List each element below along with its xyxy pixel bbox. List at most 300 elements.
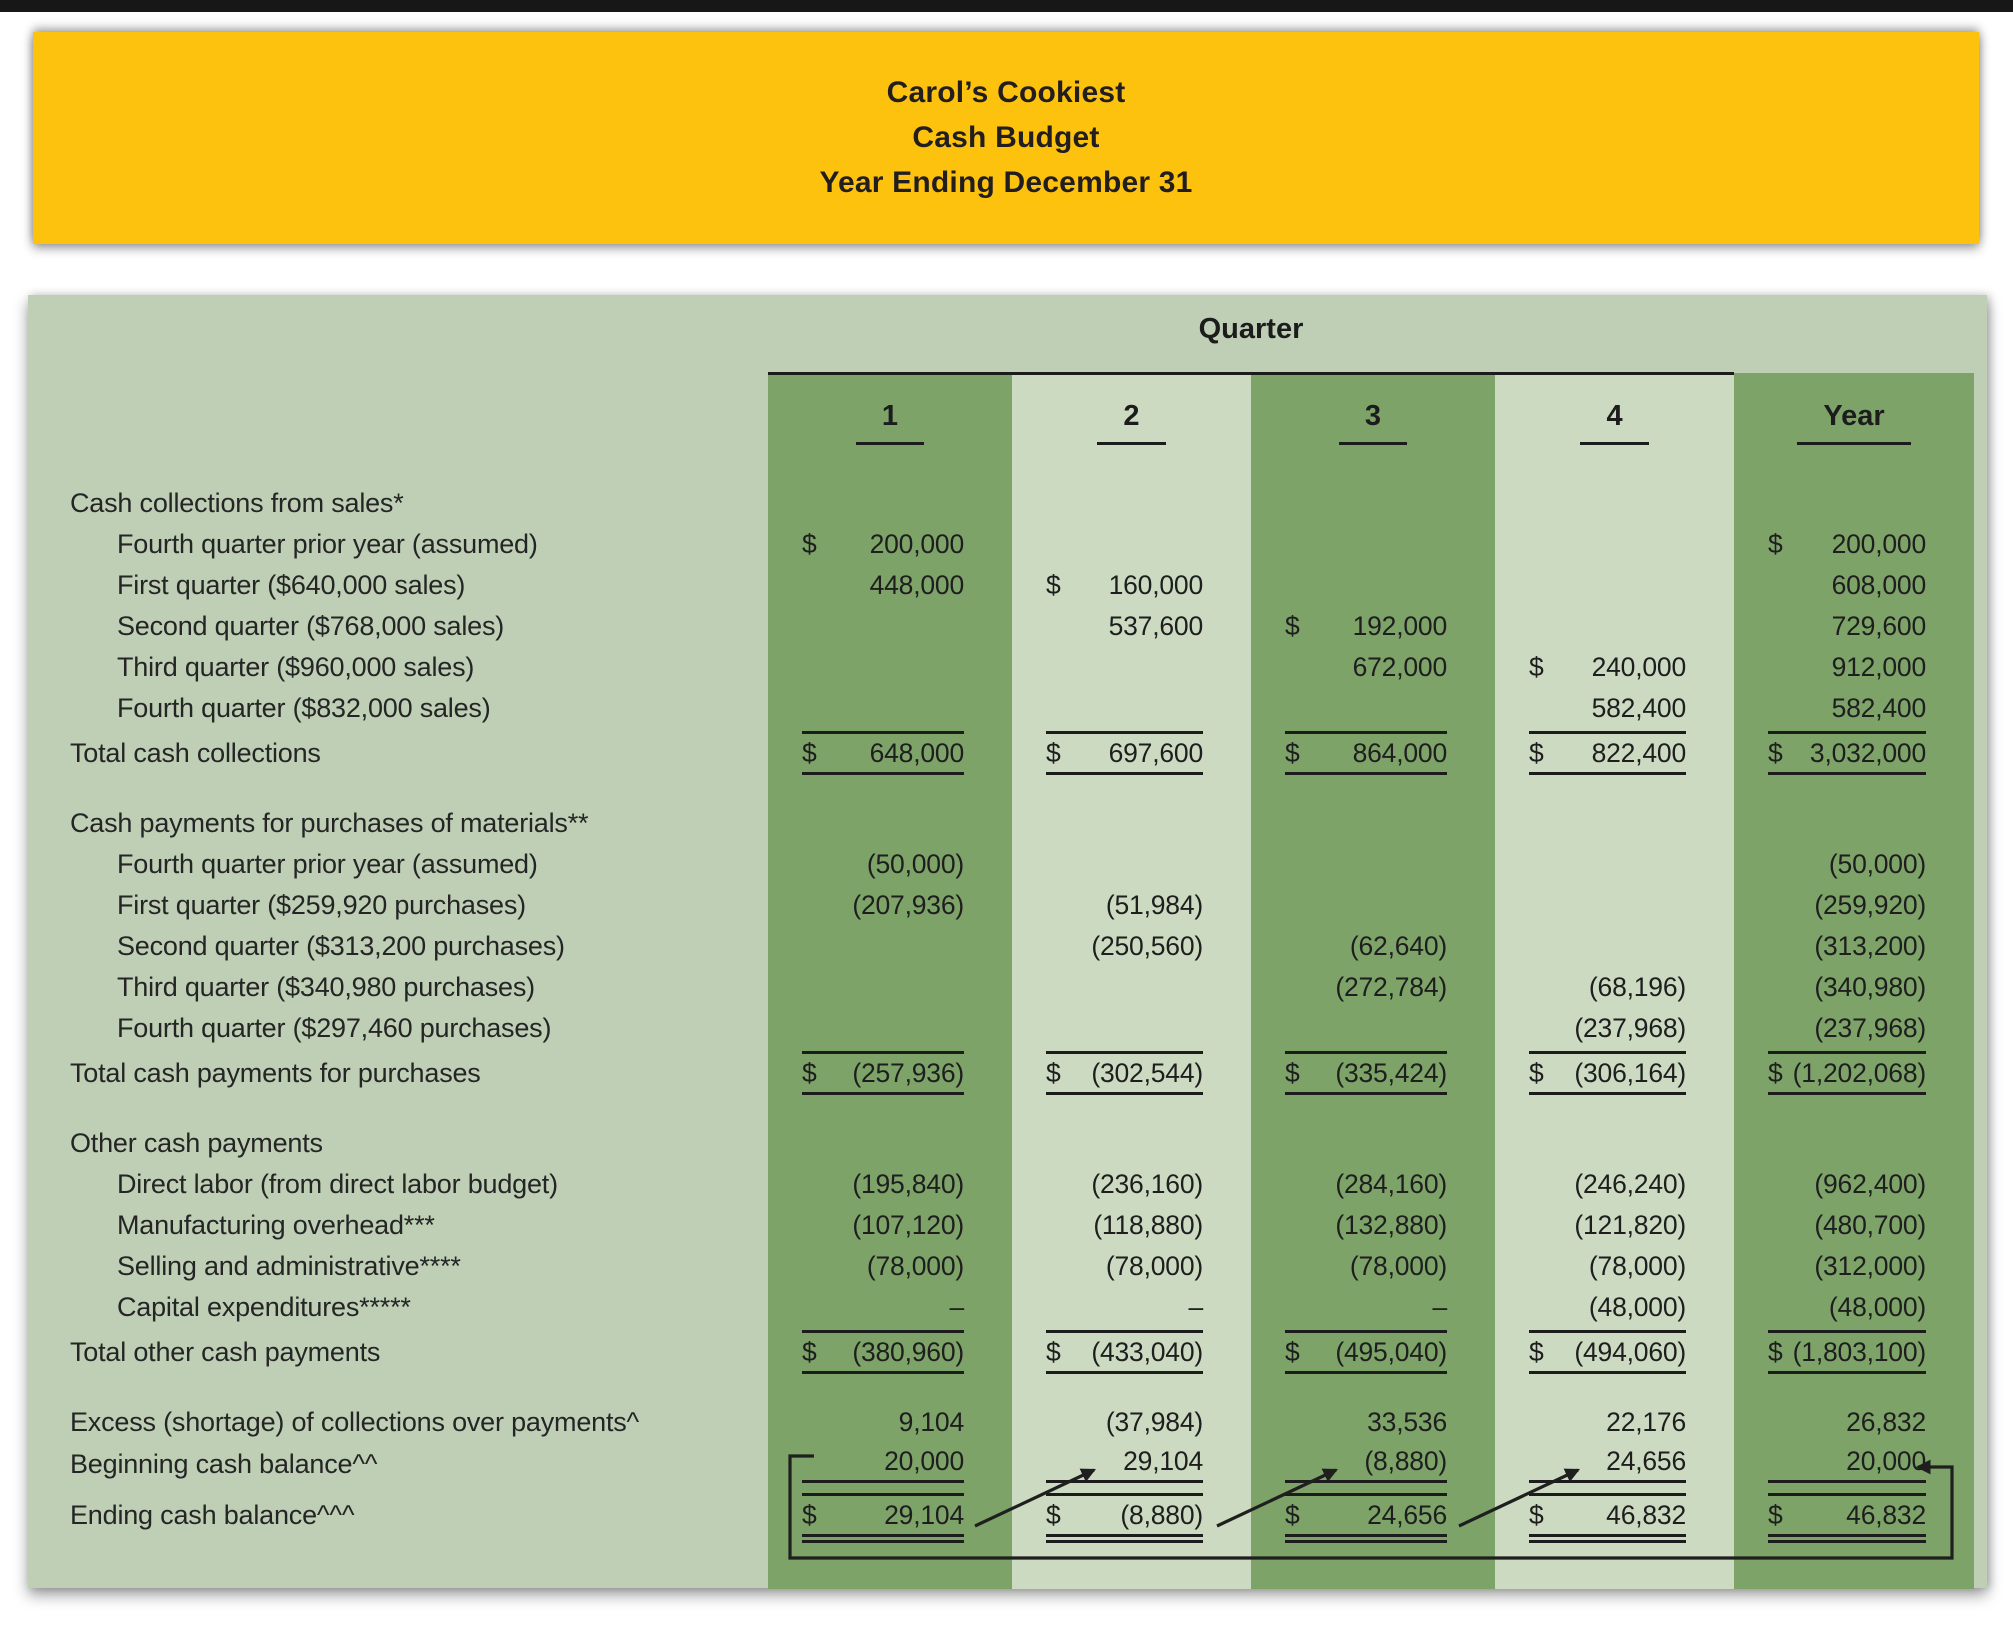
cell-q3 (1251, 688, 1495, 729)
cell-year (1734, 1049, 1974, 1097)
amount: 448,000 (869, 570, 964, 600)
row-label-cell (28, 729, 768, 777)
cell-q3 (1251, 483, 1495, 524)
cell-q2 (1012, 1544, 1251, 1589)
right-margin-cell (1974, 1287, 1987, 1328)
amount: (50,000) (1828, 849, 1927, 879)
cell-year (1734, 1246, 1974, 1287)
amount: (68,196) (1588, 972, 1687, 1002)
amount: 822,400 (1591, 738, 1687, 768)
cell-q3 (1251, 803, 1495, 844)
currency-sign: $ (1285, 1337, 1300, 1367)
cell-year (1734, 1008, 1974, 1049)
amount: (51,984) (1105, 890, 1203, 920)
row-label-cell (28, 1544, 768, 1589)
amount: (962,400) (1814, 1169, 1927, 1199)
cell-q1 (768, 926, 1012, 967)
column-header-q4-cell (1495, 373, 1734, 483)
currency-sign: $ (1046, 1500, 1061, 1530)
amount: 9,104 (898, 1407, 964, 1437)
right-margin-cell (1974, 606, 1987, 647)
cell-q3 (1251, 967, 1495, 1008)
right-margin-cell (1974, 1544, 1987, 1589)
amount: 608,000 (1831, 570, 1927, 600)
currency-sign: $ (802, 1337, 817, 1367)
cell-q2 (1012, 777, 1251, 803)
row-label: First quarter ($640,000 sales) (117, 570, 466, 600)
right-margin-cell (1974, 1376, 1987, 1402)
amount: (302,544) (1091, 1058, 1203, 1088)
amount: (78,000) (866, 1251, 964, 1281)
amount: 26,832 (1846, 1407, 1927, 1437)
amount: 672,000 (1352, 652, 1447, 682)
right-margin-cell (1974, 1402, 1987, 1443)
row-label-cell (28, 565, 768, 606)
cell-year (1734, 1164, 1974, 1205)
cell-q3 (1251, 1376, 1495, 1402)
amount: (1,803,100) (1792, 1337, 1927, 1367)
cell-q4 (1495, 1443, 1734, 1486)
row-label-cell (28, 777, 768, 803)
cell-q1 (768, 803, 1012, 844)
row-label-cell (28, 1205, 768, 1246)
table-row (28, 1008, 1987, 1049)
amount: (1,202,068) (1792, 1058, 1927, 1088)
cell-q1 (768, 483, 1012, 524)
column-header-q4: 4 (1580, 400, 1648, 445)
cell-q4 (1495, 688, 1734, 729)
quarter-label: Quarter (1198, 312, 1304, 345)
column-header-q3: 3 (1339, 400, 1407, 445)
cell-q1 (768, 967, 1012, 1008)
cell-q4 (1495, 1246, 1734, 1287)
right-margin-cell (1974, 688, 1987, 729)
amount: 648,000 (869, 738, 964, 768)
empty-label-cell (28, 373, 768, 483)
currency-sign: $ (1529, 1500, 1544, 1530)
report-period: Year Ending December 31 (819, 166, 1193, 199)
cell-q1 (768, 1246, 1012, 1287)
column-header-q2: 2 (1097, 400, 1165, 445)
cell-q2 (1012, 926, 1251, 967)
cell-q3 (1251, 1097, 1495, 1123)
row-label-cell (28, 1402, 768, 1443)
cell-q3 (1251, 1328, 1495, 1376)
amount: (237,968) (1814, 1013, 1927, 1043)
cell-year (1734, 483, 1974, 524)
amount: 200,000 (1831, 529, 1927, 559)
row-label: Ending cash balance^^^ (70, 1499, 355, 1530)
amount: (132,880) (1335, 1210, 1447, 1240)
right-margin-cell (1974, 967, 1987, 1008)
cell-q4 (1495, 565, 1734, 606)
row-label: Manufacturing overhead*** (117, 1210, 435, 1240)
table-row (28, 483, 1987, 524)
amount: 22,176 (1606, 1407, 1687, 1437)
table-row (28, 1328, 1987, 1376)
table-row (28, 606, 1987, 647)
currency-sign: $ (1529, 652, 1544, 682)
row-label: Third quarter ($960,000 sales) (117, 652, 475, 682)
right-margin-cell (1974, 1486, 1987, 1544)
row-label: First quarter ($259,920 purchases) (117, 890, 526, 920)
cell-q2 (1012, 606, 1251, 647)
budget-rows (28, 483, 1987, 1589)
cell-year (1734, 1123, 1974, 1164)
cell-q1 (768, 844, 1012, 885)
cell-q4 (1495, 1008, 1734, 1049)
right-margin-cell (1974, 524, 1987, 565)
row-label-cell (28, 1486, 768, 1544)
amount: (121,820) (1574, 1210, 1687, 1240)
cell-q1 (768, 1328, 1012, 1376)
amount: (62,640) (1349, 931, 1447, 961)
cell-q4 (1495, 885, 1734, 926)
cell-q3 (1251, 1443, 1495, 1486)
currency-sign: $ (1768, 1058, 1783, 1088)
cell-q3 (1251, 647, 1495, 688)
amount: (78,000) (1105, 1251, 1203, 1281)
cell-q4 (1495, 803, 1734, 844)
cell-q1 (768, 688, 1012, 729)
cell-q4 (1495, 524, 1734, 565)
row-label: Excess (shortage) of collections over payments^ (70, 1407, 640, 1437)
amount: (118,880) (1093, 1210, 1203, 1240)
cell-q1 (768, 606, 1012, 647)
table-row (28, 926, 1987, 967)
amount: 697,600 (1108, 738, 1203, 768)
amount: 582,400 (1591, 693, 1687, 723)
cell-q1 (768, 1097, 1012, 1123)
right-margin-cell (1974, 647, 1987, 688)
amount: 192,000 (1352, 611, 1447, 641)
amount: 729,600 (1831, 611, 1927, 641)
cell-q2 (1012, 647, 1251, 688)
amount: – (1432, 1292, 1447, 1322)
cell-year (1734, 1544, 1974, 1589)
cell-q1 (768, 885, 1012, 926)
amount: (8,880) (1364, 1446, 1447, 1476)
amount: 582,400 (1831, 693, 1927, 723)
cell-q1 (768, 1443, 1012, 1486)
cell-q4 (1495, 1049, 1734, 1097)
cell-q3 (1251, 1402, 1495, 1443)
currency-sign: $ (1046, 570, 1061, 600)
currency-sign: $ (1285, 738, 1300, 768)
cell-year (1734, 1328, 1974, 1376)
cell-year (1734, 967, 1974, 1008)
row-label: Fourth quarter ($832,000 sales) (117, 693, 491, 723)
currency-sign: $ (802, 529, 817, 559)
cell-q2 (1012, 688, 1251, 729)
table-row (28, 1544, 1987, 1589)
row-label-cell (28, 926, 768, 967)
cell-q3 (1251, 1164, 1495, 1205)
cell-q3 (1251, 565, 1495, 606)
currency-sign: $ (1046, 1337, 1061, 1367)
cell-q4 (1495, 1328, 1734, 1376)
cell-year (1734, 647, 1974, 688)
cell-q1 (768, 647, 1012, 688)
amount: (37,984) (1105, 1407, 1203, 1437)
cell-q4 (1495, 483, 1734, 524)
cell-q3 (1251, 1544, 1495, 1589)
table-row (28, 967, 1987, 1008)
cell-q1 (768, 1205, 1012, 1246)
cell-q4 (1495, 1402, 1734, 1443)
table-row (28, 1164, 1987, 1205)
amount: 33,536 (1367, 1407, 1447, 1437)
amount: 20,000 (1846, 1446, 1927, 1476)
amount: (257,936) (852, 1058, 964, 1088)
table-row (28, 1246, 1987, 1287)
currency-sign: $ (1529, 1058, 1544, 1088)
cell-q4 (1495, 967, 1734, 1008)
table-row (28, 1376, 1987, 1402)
row-label-cell (28, 803, 768, 844)
row-label-cell (28, 1049, 768, 1097)
right-margin-cell (1974, 777, 1987, 803)
amount: (313,200) (1814, 931, 1927, 961)
quarter-header-cell (768, 295, 1734, 373)
cell-q1 (768, 1544, 1012, 1589)
row-label-cell (28, 1287, 768, 1328)
amount: 912,000 (1831, 652, 1927, 682)
cell-year (1734, 1287, 1974, 1328)
amount: – (949, 1292, 964, 1322)
row-label: Other cash payments (70, 1128, 323, 1158)
right-margin-cell (1974, 483, 1987, 524)
table-row (28, 777, 1987, 803)
cell-q1 (768, 565, 1012, 606)
cell-q3 (1251, 1486, 1495, 1544)
cell-q2 (1012, 1123, 1251, 1164)
amount: 864,000 (1352, 738, 1447, 768)
row-label-cell (28, 1246, 768, 1287)
amount: (433,040) (1091, 1337, 1203, 1367)
amount: (246,240) (1574, 1169, 1687, 1199)
right-margin-cell (1974, 1328, 1987, 1376)
cell-q4 (1495, 647, 1734, 688)
table-row (28, 524, 1987, 565)
cell-q4 (1495, 1486, 1734, 1544)
amount: (312,000) (1814, 1251, 1927, 1281)
table-row (28, 885, 1987, 926)
right-margin-cell (1974, 1164, 1987, 1205)
report-title: Cash Budget (912, 121, 1100, 154)
cell-year (1734, 803, 1974, 844)
cell-q1 (768, 1049, 1012, 1097)
cell-q1 (768, 1376, 1012, 1402)
table-row (28, 1123, 1987, 1164)
amount: (8,880) (1120, 1500, 1203, 1530)
column-header-year-cell (1734, 373, 1974, 483)
cell-q1 (768, 1486, 1012, 1544)
row-label: Total other cash payments (70, 1336, 381, 1367)
cell-year (1734, 926, 1974, 967)
cell-q2 (1012, 1049, 1251, 1097)
table-row (28, 1486, 1987, 1544)
right-margin-cell (1974, 1097, 1987, 1123)
amount: 29,104 (1123, 1446, 1203, 1476)
currency-sign: $ (1285, 1058, 1300, 1088)
cell-q2 (1012, 1205, 1251, 1246)
right-margin-cell (1974, 1205, 1987, 1246)
amount: 3,032,000 (1809, 738, 1927, 768)
cell-q4 (1495, 844, 1734, 885)
right-margin-cell (1974, 1123, 1987, 1164)
cell-q3 (1251, 524, 1495, 565)
row-label-cell (28, 885, 768, 926)
cell-q3 (1251, 844, 1495, 885)
cell-q1 (768, 1123, 1012, 1164)
row-label-cell (28, 967, 768, 1008)
cell-q2 (1012, 1246, 1251, 1287)
row-label-cell (28, 524, 768, 565)
currency-sign: $ (802, 1500, 817, 1530)
cell-q3 (1251, 1246, 1495, 1287)
cell-year (1734, 729, 1974, 777)
cell-year (1734, 844, 1974, 885)
amount: 29,104 (884, 1500, 964, 1530)
empty-year-top-cell (1734, 295, 1974, 373)
table-row (28, 1287, 1987, 1328)
table-row (28, 1097, 1987, 1123)
cell-year (1734, 524, 1974, 565)
row-label-cell (28, 1123, 768, 1164)
cell-year (1734, 688, 1974, 729)
cell-q3 (1251, 1049, 1495, 1097)
cell-q3 (1251, 1205, 1495, 1246)
currency-sign: $ (802, 738, 817, 768)
right-margin-cell (1974, 295, 1987, 373)
table-row (28, 688, 1987, 729)
cell-q4 (1495, 777, 1734, 803)
cell-q4 (1495, 1287, 1734, 1328)
currency-sign: $ (1285, 1500, 1300, 1530)
cell-q1 (768, 1287, 1012, 1328)
right-margin-cell (1974, 1049, 1987, 1097)
cell-q1 (768, 1008, 1012, 1049)
cell-q2 (1012, 1443, 1251, 1486)
cell-year (1734, 777, 1974, 803)
cell-q2 (1012, 1287, 1251, 1328)
cell-q3 (1251, 1008, 1495, 1049)
cell-q4 (1495, 1123, 1734, 1164)
amount: (380,960) (852, 1337, 964, 1367)
currency-sign: $ (1046, 738, 1061, 768)
amount: (495,040) (1335, 1337, 1447, 1367)
cell-q2 (1012, 844, 1251, 885)
right-margin-cell (1974, 565, 1987, 606)
amount: (284,160) (1335, 1169, 1447, 1199)
cell-q4 (1495, 1376, 1734, 1402)
cell-q4 (1495, 606, 1734, 647)
cell-year (1734, 565, 1974, 606)
amount: (237,968) (1574, 1013, 1687, 1043)
cash-budget-table-panel (28, 295, 1987, 1588)
cell-q2 (1012, 1376, 1251, 1402)
cell-year (1734, 1205, 1974, 1246)
cell-q1 (768, 1402, 1012, 1443)
cell-q1 (768, 1164, 1012, 1205)
cell-q2 (1012, 1008, 1251, 1049)
column-header-q2-cell (1012, 373, 1251, 483)
amount: (78,000) (1349, 1251, 1447, 1281)
amount: (340,980) (1814, 972, 1927, 1002)
row-label-cell (28, 844, 768, 885)
column-header-q1-cell (768, 373, 1012, 483)
amount: (250,560) (1091, 931, 1203, 961)
cell-q3 (1251, 1287, 1495, 1328)
cell-q4 (1495, 1544, 1734, 1589)
table-row (28, 1049, 1987, 1097)
row-label: Cash payments for purchases of materials** (70, 808, 589, 838)
cell-q1 (768, 524, 1012, 565)
amount: (48,000) (1588, 1292, 1687, 1322)
table-row (28, 647, 1987, 688)
quarter-header-row (28, 295, 1987, 373)
currency-sign: $ (1768, 738, 1783, 768)
cell-q3 (1251, 777, 1495, 803)
cell-year (1734, 1402, 1974, 1443)
cell-year (1734, 885, 1974, 926)
cell-q2 (1012, 803, 1251, 844)
currency-sign: $ (1768, 529, 1783, 559)
row-label: Fourth quarter prior year (assumed) (117, 849, 538, 879)
right-margin-cell (1974, 1008, 1987, 1049)
row-label: Cash collections from sales* (70, 488, 404, 518)
cell-q2 (1012, 483, 1251, 524)
amount: 160,000 (1108, 570, 1203, 600)
row-label: Beginning cash balance^^ (70, 1449, 378, 1479)
cell-q2 (1012, 1097, 1251, 1123)
amount: – (1188, 1292, 1203, 1322)
cell-year (1734, 1097, 1974, 1123)
right-margin-cell (1974, 729, 1987, 777)
amount: 24,656 (1606, 1446, 1687, 1476)
amount: 200,000 (869, 529, 964, 559)
cash-budget-table (28, 295, 1987, 1589)
row-label-cell (28, 483, 768, 524)
cell-q4 (1495, 926, 1734, 967)
currency-sign: $ (1768, 1337, 1783, 1367)
amount: 20,000 (884, 1446, 964, 1476)
table-row (28, 729, 1987, 777)
company-name: Carol’s Cookiest (886, 76, 1126, 109)
cell-q4 (1495, 1205, 1734, 1246)
row-label: Second quarter ($313,200 purchases) (117, 931, 565, 961)
cell-q3 (1251, 926, 1495, 967)
table-row (28, 1443, 1987, 1486)
amount: (306,164) (1574, 1058, 1687, 1088)
amount: (78,000) (1588, 1251, 1687, 1281)
row-label-cell (28, 1097, 768, 1123)
table-row (28, 565, 1987, 606)
cell-q2 (1012, 524, 1251, 565)
cell-year (1734, 1376, 1974, 1402)
cell-q2 (1012, 1328, 1251, 1376)
amount: (48,000) (1828, 1292, 1927, 1322)
amount: (494,060) (1574, 1337, 1687, 1367)
amount: (272,784) (1335, 972, 1447, 1002)
right-margin-cell (1974, 803, 1987, 844)
row-label: Third quarter ($340,980 purchases) (117, 972, 535, 1002)
currency-sign: $ (1529, 738, 1544, 768)
empty-corner-cell (28, 295, 768, 373)
right-margin-cell (1974, 885, 1987, 926)
amount: (195,840) (852, 1169, 964, 1199)
